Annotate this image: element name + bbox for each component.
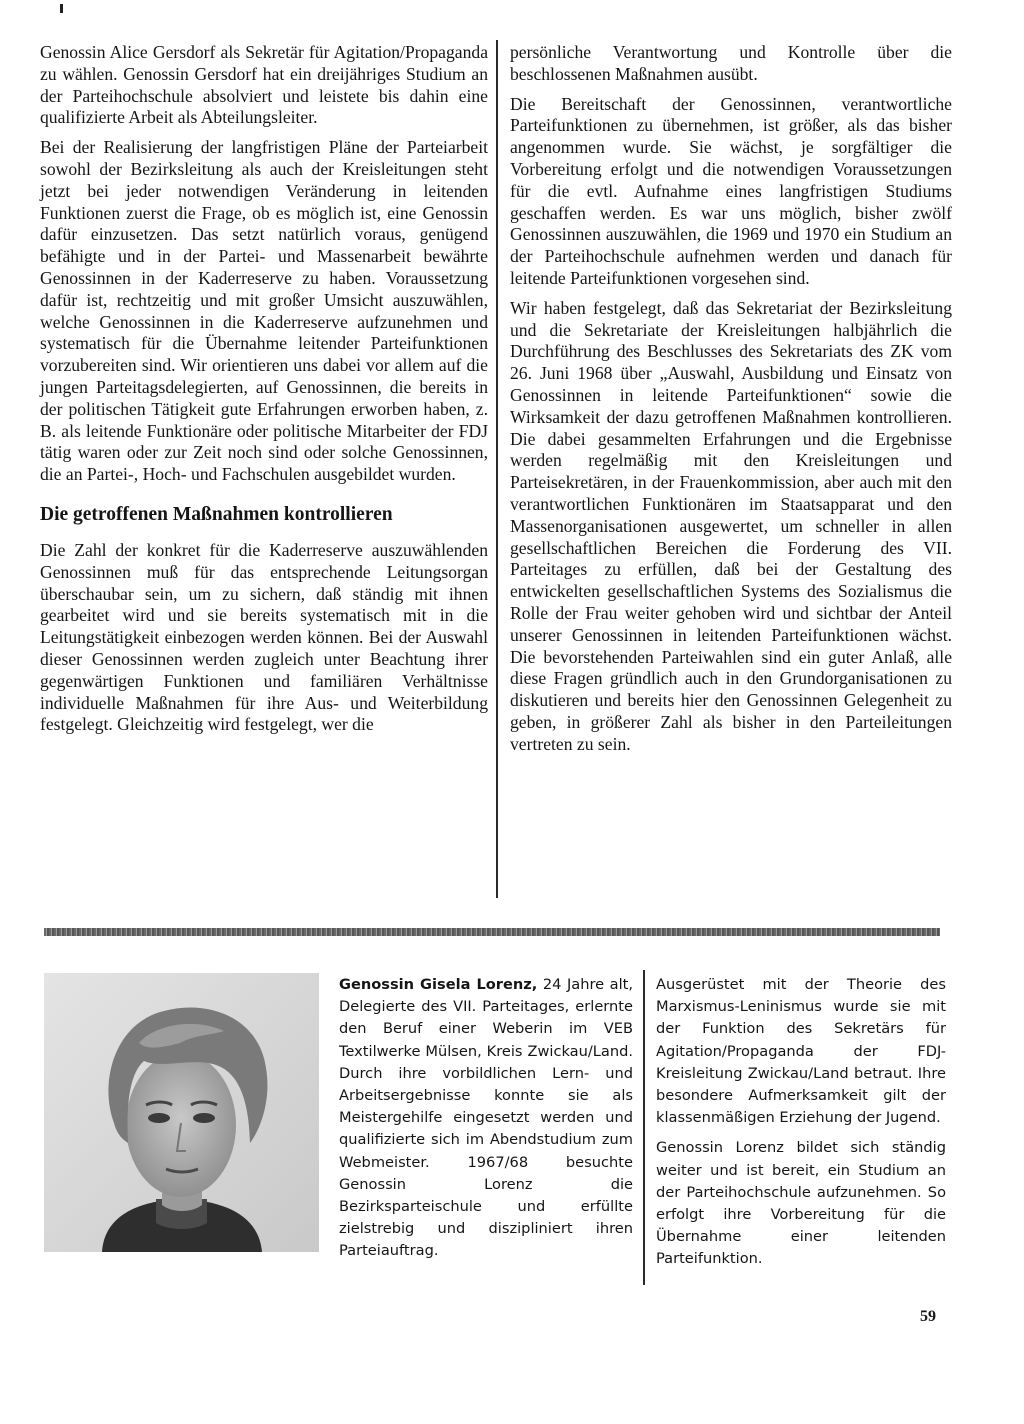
- caption-paragraph: Genossin Lorenz bildet sich ständig weiter und ist bereit, ein Studium an der Parteihochschule aufzunehmen. So erfolgt ihre Vorbereitung für die Übernahme einer leitenden Parteifunktion.: [656, 1139, 946, 1268]
- article-paragraph: Die Bereitschaft der Genossinnen, verantwortliche Parteifunktionen zu übernehmen, ist größer, als das bisher angenommen wurde. Sie wächst, je sorgfältiger die Vorbereitung erfolgt und die notwendigen Voraussetzungen für die evtl. Aufnahme eines langfristigen Studiums geschaffen werden. Es war uns möglich, bisher zwölf Genossinnen auszuwählen, die 1969 und 1970 ein Studium an der Parteihochschule aufnehmen werden und danach für leitende Parteifunktionen vorgesehen sind.: [510, 93, 952, 288]
- section-heading: Die getroffenen Maßnahmen kontrollieren: [40, 503, 393, 525]
- photo-caption-right: [656, 974, 946, 1279]
- article-left-column: [40, 42, 488, 736]
- caption-column-divider: [643, 970, 645, 1285]
- page-number: 59: [920, 1308, 936, 1325]
- article-paragraph: Wir haben festgelegt, daß das Sekretariat der Bezirksleitung und die Sekretariate der Kreisleitungen halbjährlich die Durchführung des Beschlusses des Sekretariats des ZK vom 26. Juni 1968 über „Auswahl, Ausbildung und Einsatz von Genossinnen in leitende Parteifunktionen“ sowie die Wirksamkeit der dazu getroffenen Maßnahmen kontrollieren. Die dabei gesammelten Erfahrungen und die Ergebnisse werden regelmäßig mit den Kreisleitungen und Parteisekretären, in der Frauenkommission, aber auch mit den verantwortlichen Funktionären im Staatsapparat und den Massenorganisationen ausgewertet, um schneller in allen gesellschaftlichen Bereichen die Forderung des VII. Parteitages zu erfüllen, daß bei der Gestaltung des entwickelten gesellschaftlichen Systems des Sozialismus die Rolle der Frau weiter gehoben wird und sichtbar der Anteil unserer Genossinnen in leitenden Parteifunktionen wächst. Die bevorstehenden Parteiwahlen sind ein guter Anlaß, alle diese Fragen gründlich auch in den Grundorganisationen zu diskutieren und bereits hier den Genossinnen Gelegenheit zu geben, in größerer Zahl als bisher in den Parteileitungen vertreten zu sein.: [510, 297, 952, 754]
- article-paragraph: persönliche Verantwortung und Kontrolle über die beschlossenen Maßnahmen ausübt.: [510, 42, 952, 84]
- caption-person-name: Genossin Gisela Lorenz,: [339, 976, 538, 993]
- article-paragraph: Genossin Alice Gersdorf als Sekretär für Agitation/Propaganda zu wählen. Genossin Gersdorf hat ein dreijähriges Studium an der Parteihochschule absolviert und leistete bis dahin eine qualifizierte Arbeit als Abteilungsleiter.: [40, 42, 488, 128]
- article-paragraph: Bei der Realisierung der langfristigen Pläne der Parteiarbeit sowohl der Bezirksleitung als auch der Kreisleitungen steht jetzt bei jeder notwendigen Veränderung in leitenden Funktionen zuerst die Frage, ob es möglich ist, eine Genossin dafür einzusetzen. Das setzt natürlich voraus, genügend befähigte und in der Partei- und Massenarbeit bewährte Genossinnen in der Kaderreserve zu haben. Voraussetzung dafür ist, rechtzeitig und mit großer Umsicht auszuwählen, welche Genossinnen in die Kaderreserve aufzunehmen und systematisch für die Übernahme leitender Parteifunktionen vorzubereiten sind. Wir orientieren uns dabei vor allem auf die jungen Parteitagsdelegierten, auf Genossinnen, die bereits in der politischen Tätigkeit gute Erfahrungen erworben haben, z. B. als leitende Funktionäre oder politische Mitarbeiter der FDJ tätig waren oder zur Zeit noch sind oder solche Genossinnen, die an Partei-, Hoch- und Fachschulen ausgebildet wurden.: [40, 137, 488, 485]
- article-paragraph: Die Zahl der konkret für die Kaderreserve auszuwählenden Genossinnen muß für das entsprechende Leitungsorgan überschaubar sein, um zu sichern, daß ständig mit ihnen gearbeitet wird und sie bereits systematisch mit in die Leitungstätigkeit einbezogen werden können. Bei der Auswahl dieser Genossinnen werden zugleich unter Beachtung ihrer gegenwärtigen Funktionen und familiären Verhältnisse individuelle Maßnahmen für ihre Aus- und Weiterbildung festgelegt. Gleichzeitig wird festgelegt, wer die: [40, 539, 488, 735]
- caption-paragraph: [339, 974, 633, 1263]
- caption-text: 24 Jahre alt, Delegierte des VII. Parteitages, erlernte den Beruf einer Weberin im VEB Textilwerke Mülsen, Kreis Zwickau/Land. Durch ihre vorbildlichen Lern- und Arbeitsergebnisse konnte sie als Meistergehilfe eingesetzt werden und qualifizierte sich im Abendstudium zum Webmeister. 1967/68 besuchte Genossin Lorenz die Bezirksparteischule und erfüllte zielstrebig und diszipliniert ihren Parteiauftrag.: [339, 976, 634, 1260]
- section-separator-rule: [44, 928, 940, 936]
- page-speck-mark: [60, 4, 63, 13]
- caption-paragraph: Ausgerüstet mit der Theorie des Marxismus-Leninismus wurde sie mit der Funktion des Sekretärs für Agitation/Propaganda der FDJ-Kreisleitung Zwickau/Land betraut. Ihre besondere Aufmerksamkeit gilt der klassenmäßigen Erziehung der Jugend.: [656, 976, 946, 1127]
- article-right-column: [510, 42, 952, 756]
- photo-caption-left: [339, 974, 633, 1271]
- portrait-photo: [44, 973, 319, 1252]
- column-divider: [496, 40, 498, 898]
